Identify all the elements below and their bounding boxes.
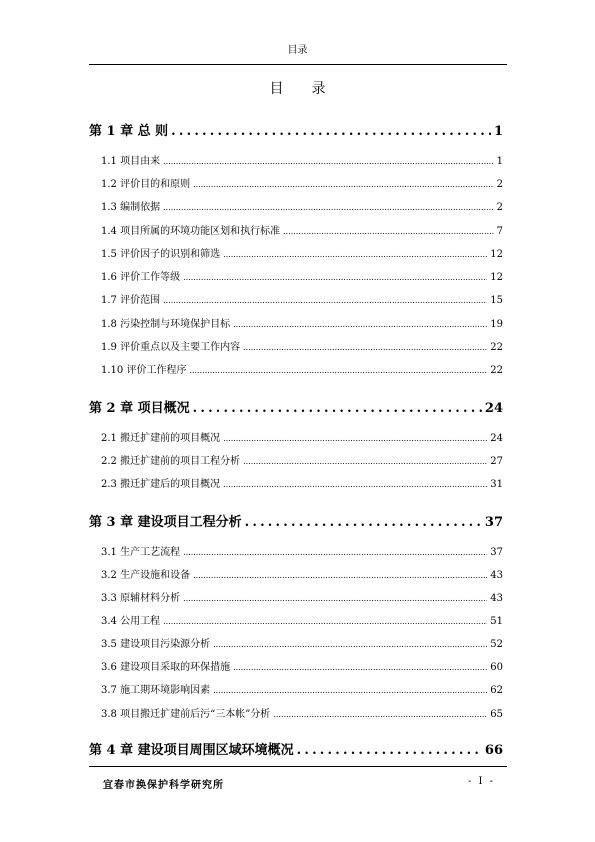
toc-section-entry[interactable] xyxy=(101,175,503,190)
footer-page-number: - I - xyxy=(468,776,496,787)
toc-section-entry[interactable] xyxy=(101,705,503,720)
toc-section-entry[interactable] xyxy=(101,268,503,283)
toc-section-entry[interactable] xyxy=(101,198,503,213)
toc-dot-leader xyxy=(183,594,487,603)
toc-title-char: 录 xyxy=(311,81,326,97)
toc-dot-leader xyxy=(193,401,482,416)
toc-entry-label: 2.1 搬迁扩建前的项目概况 xyxy=(101,433,221,444)
toc-entry-label: 第 3 章 建设项目工程分析 xyxy=(89,515,242,530)
toc-entry-label: 3.4 公用工程 xyxy=(101,616,161,627)
toc-section-entry[interactable] xyxy=(101,338,503,353)
toc-page-number: 19 xyxy=(490,319,503,330)
toc-entry-label: 1.5 评价因子的识别和筛选 xyxy=(101,249,221,260)
toc-entry-label: 第 2 章 项目概况 xyxy=(89,401,190,416)
toc-section-entry[interactable] xyxy=(101,291,503,306)
toc-dot-leader xyxy=(189,366,487,375)
toc-page-number: 1 xyxy=(496,156,503,167)
toc-dot-leader xyxy=(183,273,487,282)
toc-entry-label: 3.2 生产设施和设备 xyxy=(101,570,191,581)
toc-chapter-entry[interactable] xyxy=(89,397,503,416)
toc-entry-label: 1.10 评价工作程序 xyxy=(101,365,187,376)
toc-page-number: 12 xyxy=(490,249,503,260)
toc-dot-leader xyxy=(243,457,487,466)
toc-dot-leader xyxy=(183,548,487,557)
toc-entry-label: 1.6 评价工作等级 xyxy=(101,272,181,283)
toc-chapter-entry[interactable] xyxy=(89,511,503,530)
toc-dot-leader xyxy=(193,571,487,580)
toc-section-entry[interactable] xyxy=(101,361,503,376)
toc-chapter-entry[interactable] xyxy=(89,739,503,758)
toc-page-number: 12 xyxy=(490,272,503,283)
toc-entry-label: 1.8 污染控制与环境保护目标 xyxy=(101,319,231,330)
toc-page-number: 24 xyxy=(484,401,503,416)
toc-page-number: 65 xyxy=(490,709,503,720)
footer-rule xyxy=(89,766,507,767)
toc-entry-label: 1.1 项目由来 xyxy=(101,156,161,167)
toc-page-number: 43 xyxy=(490,570,503,581)
toc-dot-leader xyxy=(223,480,487,489)
toc-section-entry[interactable] xyxy=(101,152,503,167)
toc-entry-label: 第 1 章 总 则 xyxy=(89,124,169,139)
toc-dot-leader xyxy=(213,686,487,695)
toc-dot-leader xyxy=(223,250,487,259)
toc-page-number: 31 xyxy=(490,479,503,490)
toc-title-char: 目 xyxy=(269,81,284,97)
header-rule xyxy=(89,64,507,65)
toc-entry-label: 3.6 建设项目采取的环保措施 xyxy=(101,662,231,673)
toc-section-entry[interactable] xyxy=(101,658,503,673)
toc-page-number: 15 xyxy=(490,295,503,306)
toc-page-number: 52 xyxy=(490,639,503,650)
toc-entry-label: 1.3 编制依据 xyxy=(101,202,161,213)
toc-page-number: 51 xyxy=(490,616,503,627)
toc-entry-label: 2.2 搬迁扩建前的项目工程分析 xyxy=(101,456,241,467)
toc-dot-leader xyxy=(193,180,494,189)
toc-page-number: 1 xyxy=(493,124,503,139)
toc-entry-label: 3.7 施工期环境影响因素 xyxy=(101,685,211,696)
toc-section-entry[interactable] xyxy=(101,452,503,467)
toc-page-number: 43 xyxy=(490,593,503,604)
toc-dot-leader xyxy=(233,663,487,672)
toc-page-number: 60 xyxy=(490,662,503,673)
toc-entry-label: 1.4 项目所属的环境功能区划和执行标准 xyxy=(101,226,281,237)
toc-section-entry[interactable] xyxy=(101,222,503,237)
toc-entry-label: 1.2 评价目的和原则 xyxy=(101,179,191,190)
toc-dot-leader xyxy=(243,343,487,352)
toc-section-entry[interactable] xyxy=(101,589,503,604)
toc-section-entry[interactable] xyxy=(101,475,503,490)
toc-dot-leader xyxy=(163,617,487,626)
toc-page-number: 37 xyxy=(484,515,503,530)
toc-dot-leader xyxy=(223,434,487,443)
toc-section-entry[interactable] xyxy=(101,566,503,581)
toc-dot-leader xyxy=(297,743,482,758)
toc-entry-label: 3.3 原辅材料分析 xyxy=(101,593,181,604)
toc-chapter-entry[interactable] xyxy=(89,120,503,139)
footer-institute: 宜春市换保护科学研究所 xyxy=(103,780,224,791)
toc-entry-label: 第 4 章 建设项目周围区域环境概况 xyxy=(89,743,294,758)
toc-page-number: 22 xyxy=(490,342,503,353)
toc-page-number: 2 xyxy=(496,179,503,190)
toc-page-number: 62 xyxy=(490,685,503,696)
toc-section-entry[interactable] xyxy=(101,635,503,650)
toc-page-number: 66 xyxy=(484,743,503,758)
toc-entry-label: 3.5 建设项目污染源分析 xyxy=(101,639,211,650)
toc-dot-leader xyxy=(163,157,494,166)
toc-entry-label: 2.3 搬迁扩建后的项目概况 xyxy=(101,479,221,490)
toc-entry-label: 1.9 评价重点以及主要工作内容 xyxy=(101,342,241,353)
toc-section-entry[interactable] xyxy=(101,681,503,696)
toc-dot-leader xyxy=(213,640,487,649)
toc-entry-label: 3.8 项目搬迁扩建前后污“三本帐”分析 xyxy=(101,709,271,720)
toc-section-entry[interactable] xyxy=(101,245,503,260)
toc-dot-leader xyxy=(163,296,487,305)
toc-section-entry[interactable] xyxy=(101,612,503,627)
toc-page-number: 27 xyxy=(490,456,503,467)
toc-page-number: 24 xyxy=(490,433,503,444)
toc-page-number: 7 xyxy=(496,226,503,237)
toc-dot-leader xyxy=(163,203,494,212)
toc-section-entry[interactable] xyxy=(101,315,503,330)
toc-dot-leader xyxy=(171,124,491,139)
toc-title xyxy=(0,78,595,98)
toc-section-entry[interactable] xyxy=(101,543,503,558)
toc-page-number: 22 xyxy=(490,365,503,376)
toc-dot-leader xyxy=(283,227,494,236)
toc-dot-leader xyxy=(233,320,487,329)
toc-dot-leader xyxy=(245,515,482,530)
toc-page-number: 2 xyxy=(496,202,503,213)
toc-entry-label: 3.1 生产工艺流程 xyxy=(101,547,181,558)
toc-entry-label: 1.7 评价范围 xyxy=(101,295,161,306)
toc-page-number: 37 xyxy=(490,547,503,558)
running-header: 目录 xyxy=(287,45,308,56)
toc-section-entry[interactable] xyxy=(101,429,503,444)
toc-dot-leader xyxy=(273,710,487,719)
